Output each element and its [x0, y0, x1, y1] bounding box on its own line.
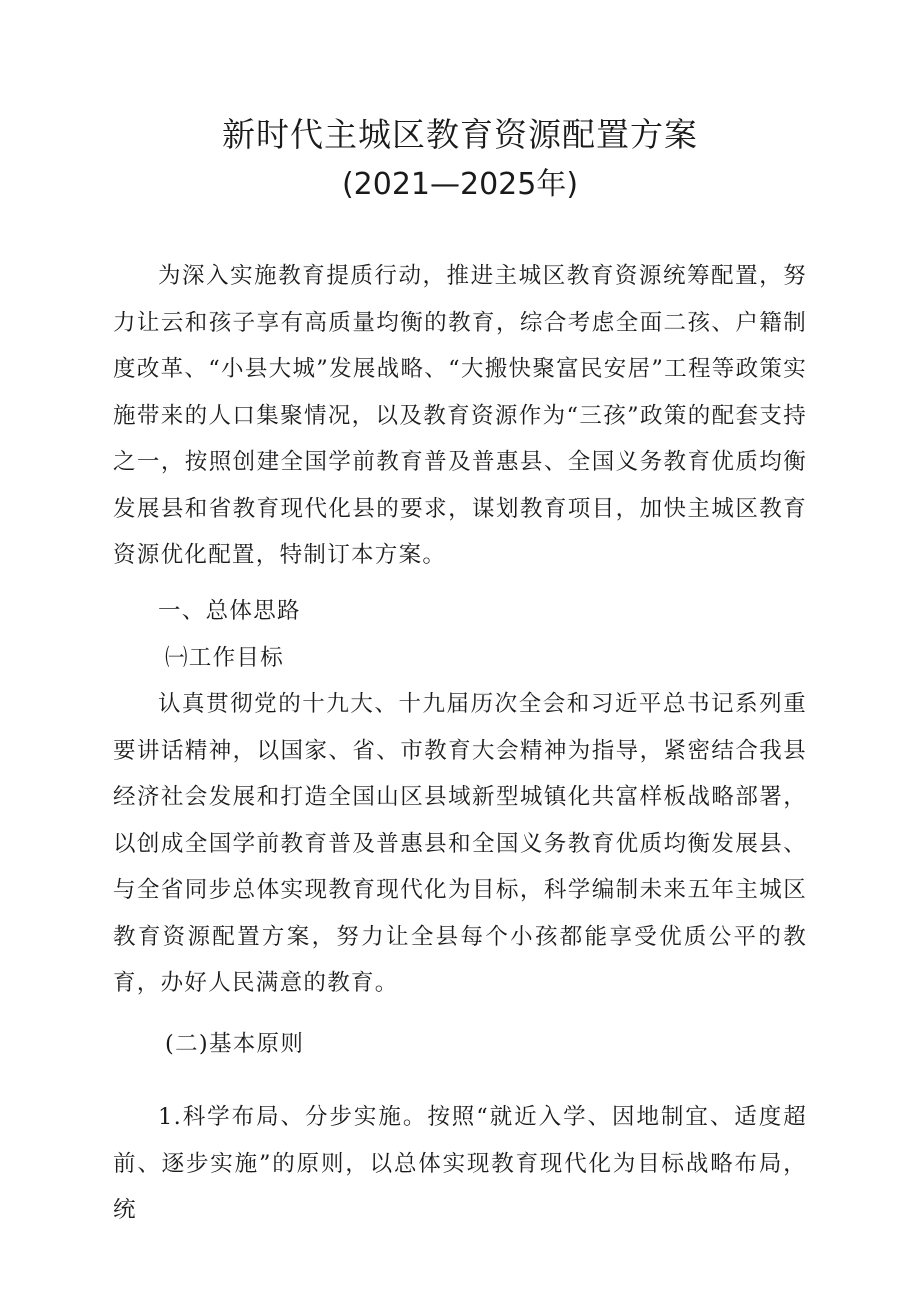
document-title: 新时代主城区教育资源配置方案 [222, 115, 698, 154]
subsection-heading-work-goals: ㈠工作目标 [165, 645, 285, 671]
document-subtitle-years: (2021—2025年) [341, 167, 579, 202]
section-heading-overall-approach: 一、总体思路 [158, 598, 301, 624]
work-goals-paragraph: 认真贯彻党的十九大、十九届历次全会和习近平总书记系列重要讲话精神，以国家、省、市教育大会精神为指导，紧密结合我县经济社会发展和打造全国山区县域新型城镇化共富样板战略部署，以创成全国学前教育普及普惠县和全国义务教育优质均衡发展县、与全省同步总体实现教育现代化为目标，科学编制未来五年主城区教育资源配置方案，努力让全县每个小孩都能享受优质公平的教育，办好人民满意的教育。 [113, 691, 807, 996]
intro-paragraph: 为深入实施教育提质行动，推进主城区教育资源统筹配置，努力让云和孩子享有高质量均衡的教育，综合考虑全面二孩、户籍制度改革、“小县大城”发展战略、“大搬快聚富民安居”工程等政策实施带来的人口集聚情况，以及教育资源作为“三孩”政策的配套支持之一，按照创建全国学前教育普及普惠县、全国义务教育优质均衡发展县和省教育现代化县的要求，谋划教育项目，加快主城区教育资源优化配置，特制订本方案。 [113, 263, 807, 568]
subsection-heading-basic-principles: (二)基本原则 [165, 1031, 305, 1057]
principle-1-paragraph: 1.科学布局、分步实施。按照“就近入学、因地制宜、适度超前、逐步实施”的原则，以总体实现教育现代化为目标战略布局，统 [113, 1104, 807, 1223]
